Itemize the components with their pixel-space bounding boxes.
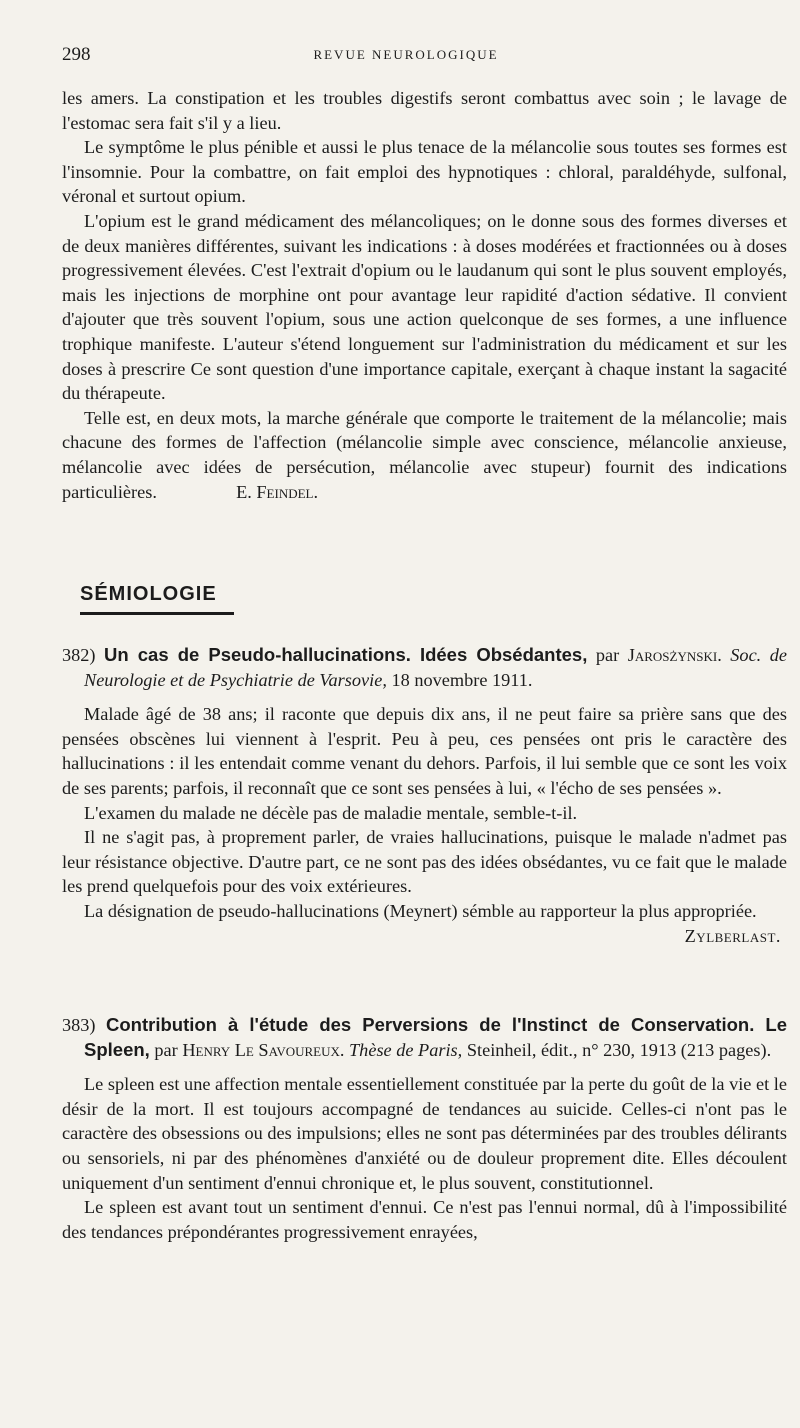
paragraph [62,406,787,504]
paragraph: L'examen du malade ne décèle pas de maladie mentale, semble-t-il. [84,802,578,823]
article-title: Un cas de Pseudo-hallucinations. Idées Obsédantes, [104,644,588,665]
article-source: Soc. de Neurologie et de Psychiatrie de Varsovie, [84,645,788,690]
page-number: 298 [62,44,91,65]
section-title: SÉMIOLOGIE [80,583,217,605]
paragraph: Le spleen est avant tout un sentiment d'ennui. Ce n'est pas l'ennui normal, dû à l'impossibilité des tendances prépondérantes progressivement enrayées, [62,1197,787,1242]
article-heading [62,643,787,692]
article-382 [62,643,787,948]
running-head: REVUE NEUROLOGIQUE [313,47,499,62]
article-source: Thèse de Paris, [349,1039,463,1060]
paragraph: les amers. La constipation et les troubles digestifs seront combattus avec soin ; le lavage de l'estomac sera fait s'il y a lieu. [62,88,787,133]
article-date: 18 novembre 1911. [391,669,533,690]
article-by: par [595,645,620,665]
paragraph-text: Telle est, en deux mots, la marche générale que comporte le traitement de la mélancolie; mais chacune des formes de l'affection (mélancolie simple avec conscience, mélancolie anxieuse, mélancolie avec idées de persécution, mélancolie avec stupeur) fournit des indications particulières. [62,407,787,502]
section-underline [80,612,234,615]
paragraph: Malade âgé de 38 ans; il raconte que depuis dix ans, il ne peut faire sa prière sans que des pensées obscènes lui viennent à l'esprit. Peu à peu, ces pensées ont pris le caractère des hallucinations : il les entendait comme venant du dehors. Parfois, il lui semble que ce sont les voix de ses parents; parfois, il reconnaît que ce sont ses pensées à lui, « l'écho de ses pensées ». [62,704,787,798]
article-383 [62,1013,787,1244]
article-by: par [154,1039,178,1060]
paragraph: La désignation de pseudo-hallucinations (Meynert) sémble au rapporteur la plus appropriée. [84,900,757,921]
article-title: Contribution à l'étude des Perversions de l'Instinct de Conservation. Le Spleen, [84,1014,787,1060]
paragraph: L'opium est le grand médicament des mélancoliques; on le donne sous des formes diverses et de deux manières différentes, suivant les indications : à doses modérées et fractionnées ou à doses progressivement élevées. C'est l'extrait d'opium ou le laudanum qui sont le plus souvent employés, mais les injections de morphine ont pour avantage leur rapidité d'action sédative. Il convient d'ajouter que très souvent l'opium, sous une action quelconque de ses formes, a une influence trophique manifeste. L'auteur s'étend longuement sur l'administration du médicament et sur les doses à prescrire Ce sont question d'une importance capitale, exerçant à chaque instant la sagacité du thérapeute. [62,210,787,404]
article-publisher: Steinheil, édit., n° 230, 1913 (213 pages). [466,1039,772,1060]
paragraph: Le symptôme le plus pénible et aussi le plus tenace de la mélancolie sous toutes ses formes est l'insomnie. Pour la combattre, on fait emploi des hypnotiques : chloral, paraldéhyde, sulfonal, véronal et surtout opium. [62,137,787,207]
article-heading [62,1013,787,1062]
article-number: 382) [62,645,96,665]
paragraph: Il ne s'agit pas, à proprement parler, de vraies hallucinations, puisque le malade n'admet pas leur résistance objective. D'autre part, ce ne sont pas des idées obsédantes, vu ce fait que le malade les prend quelquefois pour des voix extérieures. [62,827,787,897]
signature: Zylberlast. [684,925,781,946]
article-author: Jarosżynski. [627,645,722,665]
previous-article [62,86,787,504]
page-header [62,44,750,66]
signature: E. Feindel. [236,481,319,502]
paragraph: Le spleen est une affection mentale essentiellement constituée par la perte du goût de la vie et le désir de la mort. Il est toujours accompagné de tendances au suicide. Celles-ci n'ont pas le caractère des obsessions ou des impulsions; elles ne sont pas déterminées par des troubles délirants ou sensoriels, ni par des phénomènes d'anxiété ou de douleur proprement dite. Elles découlent uniquement d'un sentiment d'ennui chronique et, le plus souvent, constitutionnel. [62,1074,787,1193]
article-number: 383) [62,1015,96,1035]
article-author: Henry Le Savoureux. [182,1039,345,1060]
